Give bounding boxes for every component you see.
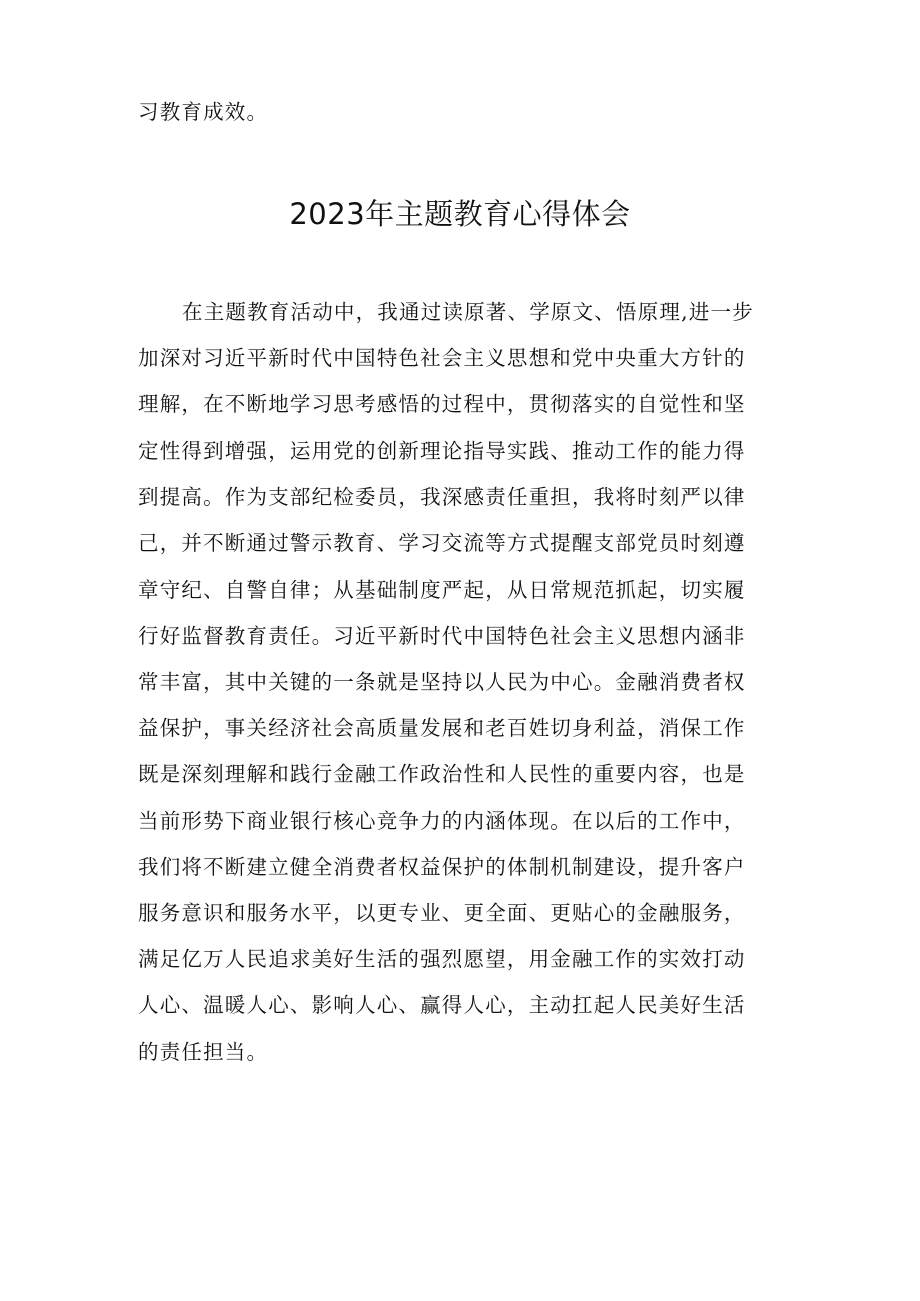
paragraph-line: 当前形势下商业银行核心竞争力的内涵体现。在以后的工作中， — [138, 809, 746, 833]
paragraph-line: 章守纪、自警自律；从基础制度严起，从日常规范抓起，切实履 — [138, 578, 746, 602]
paragraph-line: 到提高。作为支部纪检委员，我深感责任重担，我将时刻严以律 — [138, 485, 746, 509]
paragraph-line: 理解，在不断地学习思考感悟的过程中，贯彻落实的自觉性和坚 — [138, 392, 746, 416]
paragraph-line: 人心、温暖人心、影响人心、赢得人心，主动扛起人民美好生活 — [138, 993, 746, 1017]
paragraph-line: 我们将不断建立健全消费者权益保护的体制机制建设，提升客户 — [138, 855, 746, 879]
paragraph-line: 己，并不断通过警示教育、学习交流等方式提醒支部党员时刻遵 — [138, 531, 746, 555]
paragraph-line: 既是深刻理解和践行金融工作政治性和人民性的重要内容，也是 — [138, 762, 746, 786]
document-title: 2023年主题教育心得体会 — [289, 197, 631, 231]
previous-paragraph-ending: 习教育成效。 — [138, 100, 269, 124]
paragraph-line: 定性得到增强，运用党的创新理论指导实践、推动工作的能力得 — [138, 439, 746, 463]
paragraph-line: 益保护，事关经济社会高质量发展和老百姓切身利益，消保工作 — [138, 716, 746, 740]
paragraph-line: 加深对习近平新时代中国特色社会主义思想和党中央重大方针的 — [138, 346, 746, 370]
paragraph-line: 满足亿万人民追求美好生活的强烈愿望，用金融工作的实效打动 — [138, 947, 746, 971]
paragraph-line: 在主题教育活动中，我通过读原著、学原文、悟原理,进一步 — [182, 300, 754, 324]
paragraph-line: 服务意识和服务水平，以更专业、更全面、更贴心的金融服务， — [138, 901, 746, 925]
paragraph-line: 行好监督教育责任。习近平新时代中国特色社会主义思想内涵非 — [138, 624, 746, 648]
paragraph-line: 常丰富，其中关键的一条就是坚持以人民为中心。金融消费者权 — [138, 670, 746, 694]
paragraph-line: 的责任担当。 — [138, 1040, 269, 1064]
